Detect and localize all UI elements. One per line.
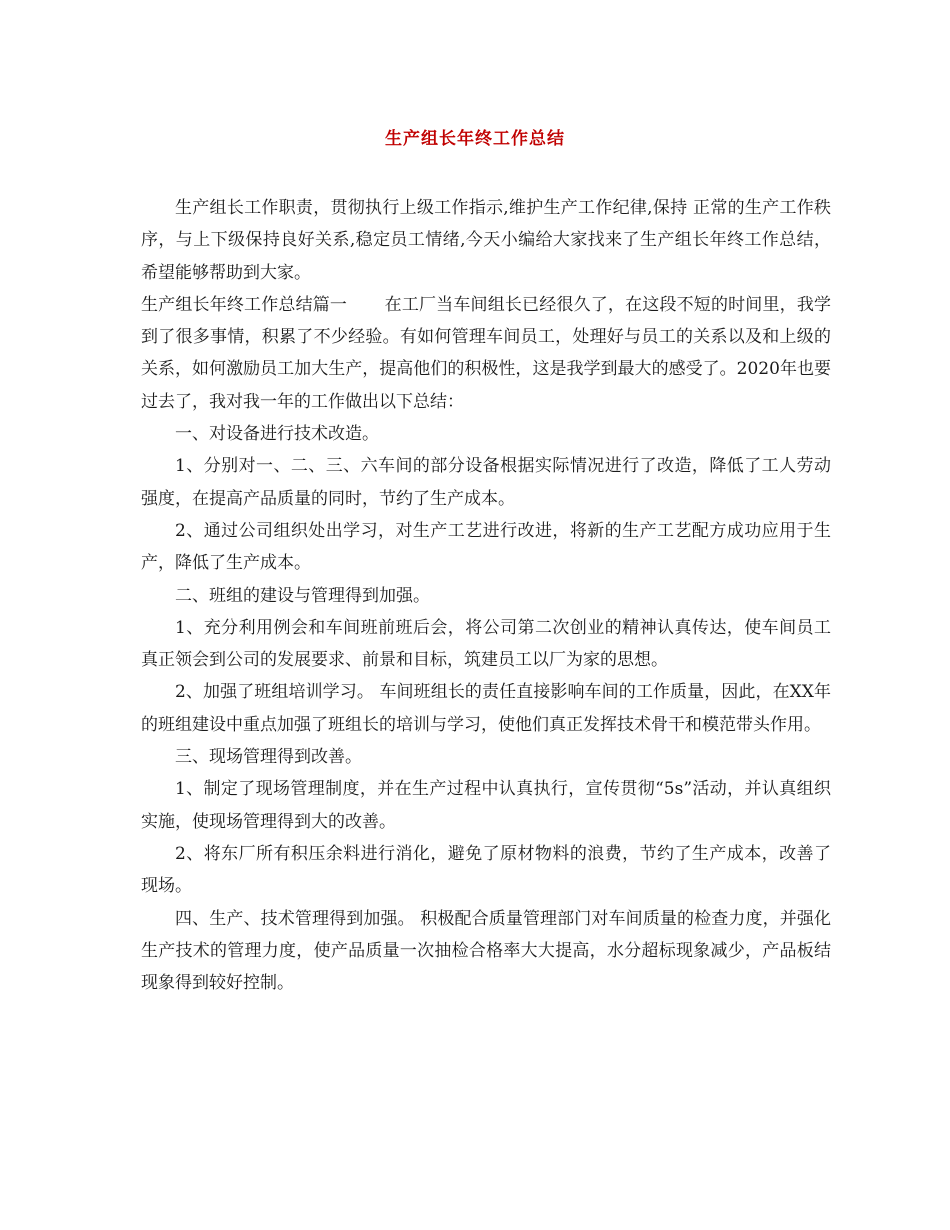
heading-team-building: 二、班组的建设与管理得到加强。	[175, 585, 430, 606]
document-title: 生产组长年终工作总结	[385, 129, 565, 149]
section-1-heading: 生产组长年终工作总结篇一	[141, 294, 348, 315]
section-1-paragraph	[141, 289, 831, 418]
paragraph-equipment-item-2: 2、通过公司组织处出学习，对生产工艺进行改进，将新的生产工艺配方成功应用于生产，降低了生产成本。	[141, 520, 831, 574]
paragraph-site-item-2: 2、将东厂所有积压余料进行消化，避免了原材物料的浪费，节约了生产成本，改善了现场。	[141, 843, 831, 897]
heading-site-management: 三、现场管理得到改善。	[175, 747, 362, 768]
section-1-text: 在工厂当车间组长已经很久了，在这段不短的时间里，我学到了很多事情，积累了不少经验。有如何管理车间员工，处理好与员工的关系以及和上级的关系，如何激励员工加大生产，提高他们的积极性，这是我学到最大的感受了。2020年也要过去了，我对我一年的工作做出以下总结：	[141, 294, 832, 412]
paragraph-team-item-2: 2、加强了班组培训学习。 车间班组长的责任直接影响车间的工作质量，因此，在XX年的班组建设中重点加强了班组长的培训与学习，使他们真正发挥技术骨干和模范带头作用。	[141, 682, 831, 735]
paragraph-team-item-1: 1、充分利用例会和车间班前班后会，将公司第二次创业的精神认真传达，使车间员工真正领会到公司的发展要求、前景和目标，筑建员工以厂为家的思想。	[141, 617, 831, 671]
paragraph-equipment-item-1: 1、分别对一、二、三、六车间的部分设备根据实际情况进行了改造，降低了工人劳动强度，在提高产品质量的同时，节约了生产成本。	[141, 456, 831, 509]
paragraph-site-item-1: 1、制定了现场管理制度，并在生产过程中认真执行，宣传贯彻“5s”活动，并认真组织实施，使现场管理得到大的改善。	[141, 779, 831, 832]
paragraph-production-management: 四、生产、技术管理得到加强。 积极配合质量管理部门对车间质量的检查力度，并强化生产技术的管理力度，使产品质量一次抽检合格率大大提高，水分超标现象减少，产品板结现象得到较好控制。	[141, 908, 831, 994]
document-body	[141, 192, 831, 999]
intro-paragraph: 生产组长工作职责，贯彻执行上级工作指示,维护生产工作纪律,保持 正常的生产工作秩序，与上下级保持良好关系,稳定员工情绪,今天小编给大家找来了生产组长年终工作总结，希望能够帮助到大家。	[141, 198, 831, 283]
heading-equipment-upgrade: 一、对设备进行技术改造。	[175, 424, 379, 445]
